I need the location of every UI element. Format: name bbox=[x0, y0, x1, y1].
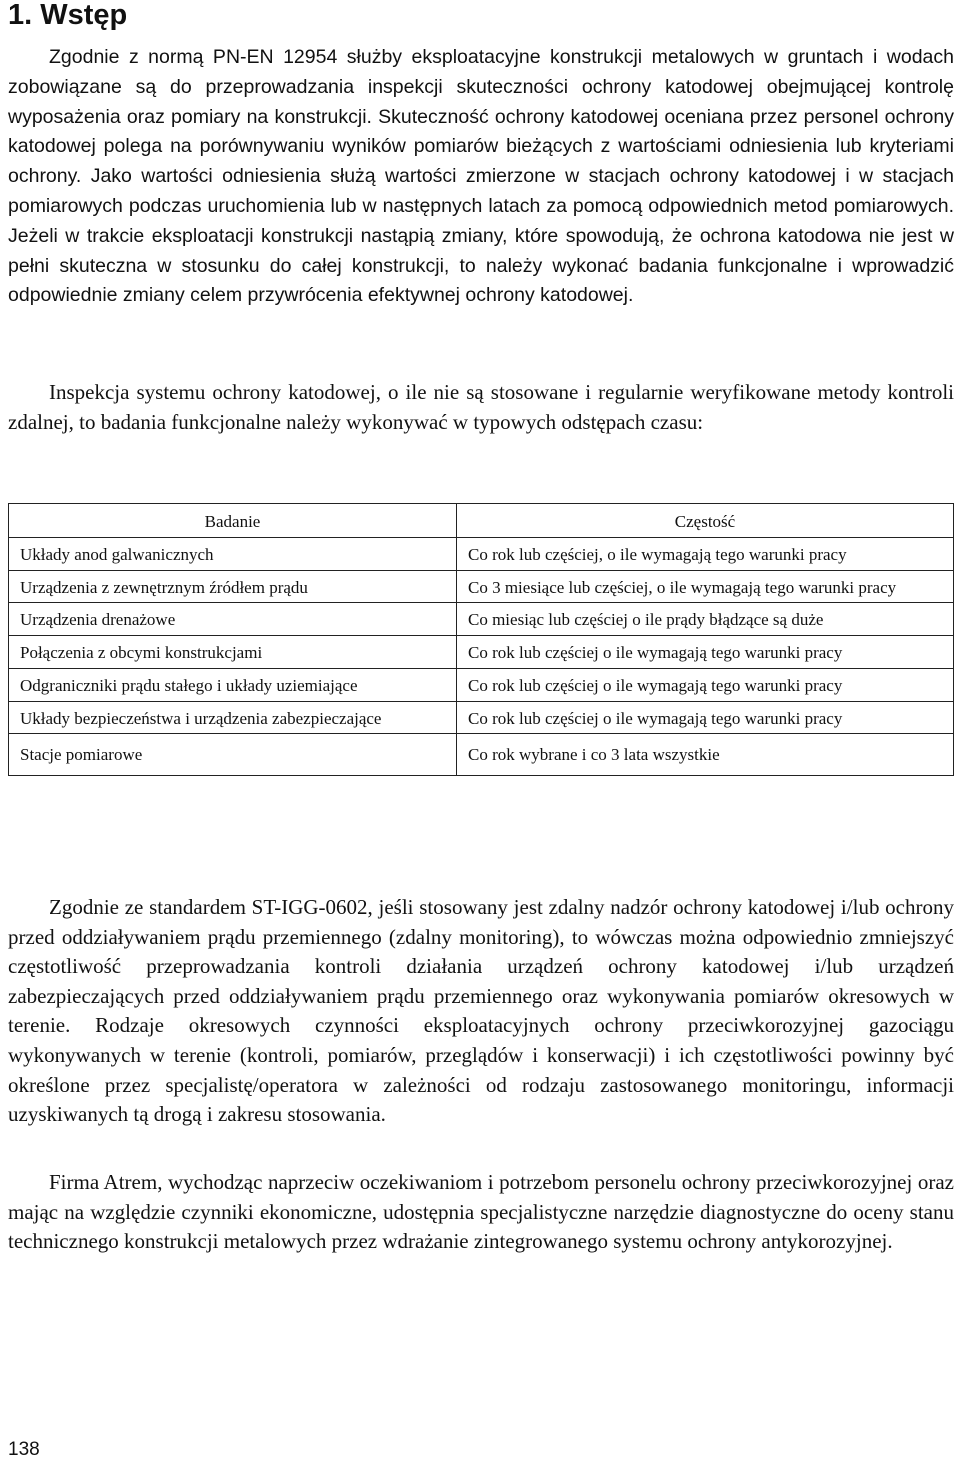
inspection-paragraph: Inspekcja systemu ochrony katodowej, o ile nie są stosowane i regularnie weryfikowane metody kontroli zdalnej, to badania funkcjonalne należy wykonywać w typowych odstępach czasu: bbox=[8, 380, 954, 434]
intro-paragraph: Zgodnie z normą PN-EN 12954 służby eksploatacyjne konstrukcji metalowych w gruntach i wodach zobowiązane są do przeprowadzania inspekcji skuteczności ochrony katodowej obejmującej kontrolę wyposażenia oraz pomiary na konstrukcji. Skuteczność ochrony katodowej oceniana przez personel ochrony katodowej polega na porównywaniu wyników pomiarów bieżących z wartościami odniesienia lub kryteriami ochrony. Jako wartości odniesienia służą wartości zmierzone w stacjach ochrony katodowej i w stacjach pomiarowych podczas uruchomienia lub w następnych latach za pomocą odpowiednich metod pomiarowych. Jeżeli w trakcie eksploatacji konstrukcji nastąpią zmiany, które spowodują, że ochrona katodowa nie jest w pełni skuteczna w stosunku do całej konstrukcji, to należy wykonać badania funkcjonalne i wprowadzić odpowiednie zmiany celem przywrócenia efektywnej ochrony katodowej. bbox=[8, 46, 954, 307]
test-cell: Układy bezpieczeństwa i urządzenia zabezpieczające bbox=[9, 702, 457, 734]
frequency-cell: Co rok wybrane i co 3 lata wszystkie bbox=[457, 734, 954, 776]
page-number: 138 bbox=[8, 1439, 40, 1460]
table-header-row bbox=[9, 504, 954, 538]
test-cell: Połączenia z obcymi konstrukcjami bbox=[9, 636, 457, 669]
test-cell: Odgraniczniki prądu stałego i układy uziemiające bbox=[9, 669, 457, 702]
section-heading: 1. Wstęp bbox=[8, 0, 128, 31]
table-row bbox=[9, 669, 954, 702]
test-cell: Stacje pomiarowe bbox=[9, 734, 457, 776]
frequency-cell: Co miesiąc lub częściej o ile prądy błądzące są duże bbox=[457, 603, 954, 636]
remote-monitoring-paragraph: Zgodnie ze standardem ST-IGG-0602, jeśli stosowany jest zdalny nadzór ochrony katodowej i/lub ochrony przed oddziaływaniem prądu przemiennego (zdalny monitoring), to wówczas można odpowiednio zmniejszyć częstotliwość przeprowadzania kontroli działania urządzeń ochrony katodowej i/lub urządzeń zabezpieczających przed oddziaływaniem prądu przemiennego oraz wykonywania pomiarów okresowych w terenie. Rodzaje okresowych czynności eksploatacyjnych ochrony przeciwkorozyjnej gazociągu wykonywanych w terenie (kontroli, pomiarów, przeglądów i konserwacji) i ich częstotliwości powinny być określone przez specjalistę/operatora w zależności od rodzaju zastosowanego monitoringu, informacji uzyskiwanych tą drogą i zakresu stosowania. bbox=[8, 895, 954, 1127]
frequency-cell: Co rok lub częściej o ile wymagają tego warunki pracy bbox=[457, 702, 954, 734]
frequency-cell: Co rok lub częściej o ile wymagają tego warunki pracy bbox=[457, 669, 954, 702]
table-row bbox=[9, 702, 954, 734]
frequency-cell: Co rok lub częściej o ile wymagają tego warunki pracy bbox=[457, 636, 954, 669]
frequency-cell: Co 3 miesiące lub częściej, o ile wymagają tego warunki pracy bbox=[457, 571, 954, 603]
test-cell: Urządzenia drenażowe bbox=[9, 603, 457, 636]
test-cell: Układy anod galwanicznych bbox=[9, 538, 457, 571]
test-cell: Urządzenia z zewnętrznym źródłem prądu bbox=[9, 571, 457, 603]
atrem-paragraph: Firma Atrem, wychodząc naprzeciw oczekiwaniom i potrzebom personelu ochrony przeciwkorozyjnej oraz mając na względzie czynniki ekonomiczne, udostępnia specjalistyczne narzędzie diagnostyczne do oceny stanu technicznego konstrukcji metalowych przez wdrażanie zintegrowanego systemu ochrony antykorozyjnej. bbox=[8, 1170, 954, 1254]
table-row bbox=[9, 603, 954, 636]
table-row bbox=[9, 538, 954, 571]
column-header-test: Badanie bbox=[9, 504, 457, 538]
table-row bbox=[9, 636, 954, 669]
table-row bbox=[9, 571, 954, 603]
table-row bbox=[9, 734, 954, 776]
frequency-cell: Co rok lub częściej, o ile wymagają tego warunki pracy bbox=[457, 538, 954, 571]
inspection-frequency-table bbox=[8, 503, 954, 776]
column-header-frequency: Częstość bbox=[457, 504, 954, 538]
